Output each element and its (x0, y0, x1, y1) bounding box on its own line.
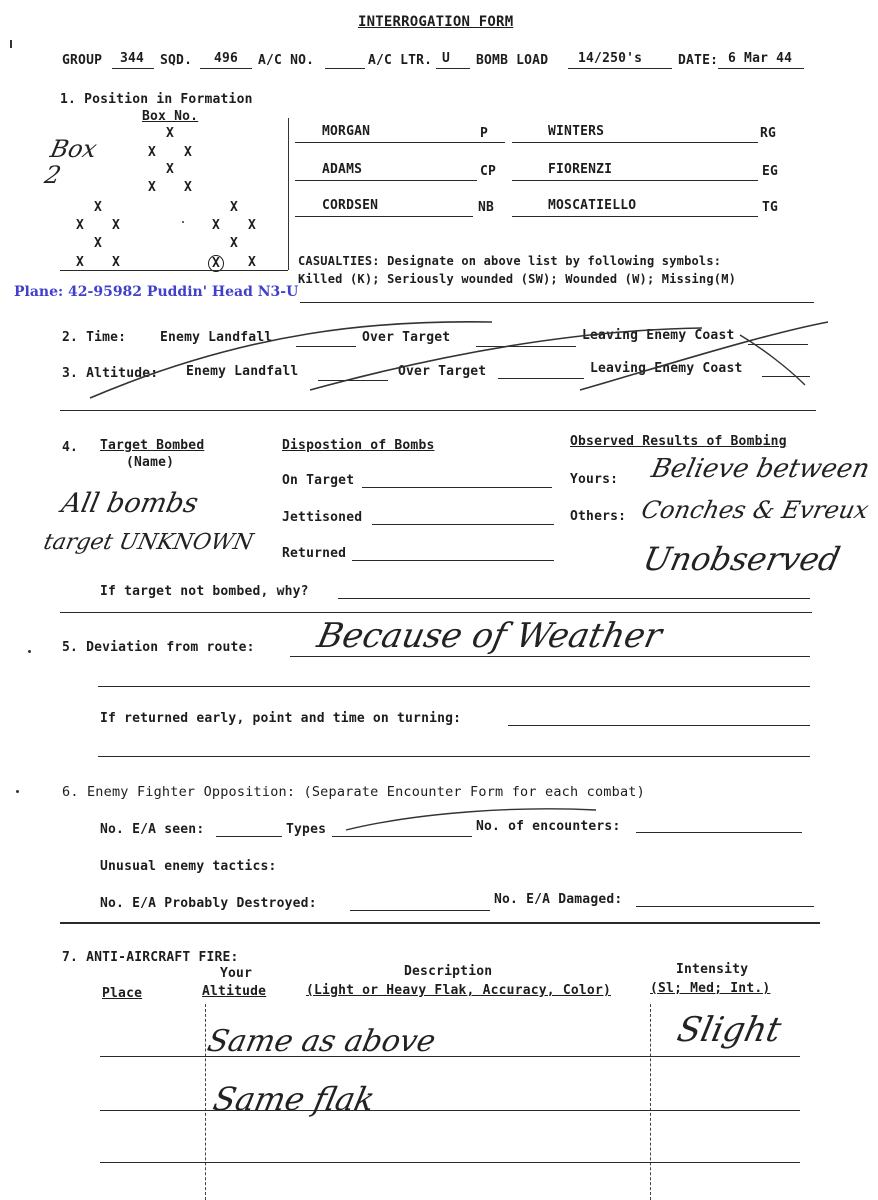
date-value: 6 Mar 44 (728, 51, 793, 66)
crew-copilot-role: CP (480, 164, 497, 179)
fighter-opposition-label: 6. Enemy Fighter Opposition: (Separate Encounter Form for each combat) (62, 784, 645, 800)
ac-ltr-label: A/C LTR. (368, 53, 433, 68)
crew-rg-role: RG (760, 126, 777, 141)
anti-aircraft-label: 7. ANTI-AIRCRAFT FIRE: (62, 950, 239, 965)
plane-caption: Plane: 42-95982 Puddin' Head N3-U (14, 284, 299, 300)
casualties-instruction-1: CASUALTIES: Designate on above list by following symbols: (298, 254, 722, 268)
encounters-label: No. of encounters: (476, 819, 621, 834)
intensity-col-label: Intensity (676, 962, 749, 977)
group-value: 344 (120, 51, 145, 66)
section4-number: 4. (62, 440, 79, 455)
bomb-load-value: 14/250's (578, 51, 643, 66)
not-bombed-label: If target not bombed, why? (100, 584, 309, 599)
returned-label: Returned (282, 546, 347, 561)
flak-handwritten-1: Same as above (204, 1024, 439, 1059)
on-target-label: On Target (282, 473, 355, 488)
observed-results-label: Observed Results of Bombing (570, 434, 787, 449)
date-label: DATE: (678, 53, 719, 68)
crew-eg-role: EG (762, 164, 779, 179)
yours-handwritten: Believe between (648, 454, 873, 484)
altitude-enemy-landfall: Enemy Landfall (186, 364, 299, 379)
ea-seen-label: No. E/A seen: (100, 822, 205, 837)
description-sub-label: (Light or Heavy Flak, Accuracy, Color) (306, 983, 612, 998)
others-label: Others: (570, 509, 627, 524)
description-col-label: Description (404, 964, 493, 979)
crew-pilot-name: MORGAN (322, 124, 371, 139)
ac-no-label: A/C NO. (258, 53, 315, 68)
group-label: GROUP (62, 53, 103, 68)
returned-early-label: If returned early, point and time on turning: (100, 711, 462, 726)
altitude-label: 3. Altitude: (62, 366, 159, 381)
crew-rg-name: WINTERS (548, 124, 605, 139)
crew-tg-role: TG (762, 200, 779, 215)
altitude-leaving-coast: Leaving Enemy Coast (590, 361, 743, 376)
your-label: Your (220, 966, 253, 981)
target-handwritten-2: target UNKNOWN (41, 530, 256, 555)
altitude-over-target: Over Target (398, 364, 487, 379)
sqd-value: 496 (214, 51, 239, 66)
intensity-sub-label: (Sl; Med; Int.) (650, 981, 771, 996)
casualties-instruction-2: Killed (K); Seriously wounded (SW); Wounded (W); Missing(M) (298, 272, 737, 286)
target-name-label: (Name) (126, 455, 175, 470)
crew-nav-name: CORDSEN (322, 198, 379, 213)
deviation-label: 5. Deviation from route: (62, 640, 255, 655)
crew-nav-role: NB (478, 200, 495, 215)
crew-tg-name: MOSCATIELLO (548, 198, 637, 213)
box-handwritten: Box 2 (42, 135, 100, 189)
time-enemy-landfall: Enemy Landfall (160, 330, 273, 345)
flak-intensity-handwritten: Slight (673, 1010, 785, 1050)
time-over-target: Over Target (362, 330, 451, 345)
crew-pilot-role: P (480, 126, 489, 141)
crew-eg-name: FIORENZI (548, 162, 613, 177)
time-leaving-coast: Leaving Enemy Coast (582, 328, 735, 343)
altitude-col-label: Altitude (202, 984, 267, 999)
position-in-formation-label: 1. Position in Formation (60, 92, 253, 107)
target-handwritten-1: All bombs (58, 488, 201, 519)
deviation-handwritten: Because of Weather (313, 616, 666, 656)
bomb-load-label: BOMB LOAD (476, 53, 549, 68)
jettisoned-label: Jettisoned (282, 510, 363, 525)
types-label: Types (286, 822, 327, 837)
damaged-label: No. E/A Damaged: (494, 892, 623, 907)
unusual-tactics-label: Unusual enemy tactics: (100, 859, 277, 874)
place-col-label: Place (102, 986, 143, 1001)
flak-handwritten-2: Same flak (209, 1080, 379, 1118)
ac-ltr-value: U (442, 51, 451, 66)
box-no-label: Box No. (142, 109, 199, 124)
unobserved-handwritten: Unobserved (639, 540, 844, 578)
crew-copilot-name: ADAMS (322, 162, 363, 177)
disposition-label: Dispostion of Bombs (282, 438, 435, 453)
probably-destroyed-label: No. E/A Probably Destroyed: (100, 896, 317, 911)
target-bombed-label: Target Bombed (100, 438, 205, 453)
sqd-label: SQD. (160, 53, 193, 68)
form-title: INTERROGATION FORM (358, 14, 514, 30)
yours-label: Yours: (570, 472, 619, 487)
others-handwritten: Conches & Evreux (639, 496, 872, 524)
time-label: 2. Time: (62, 330, 127, 345)
